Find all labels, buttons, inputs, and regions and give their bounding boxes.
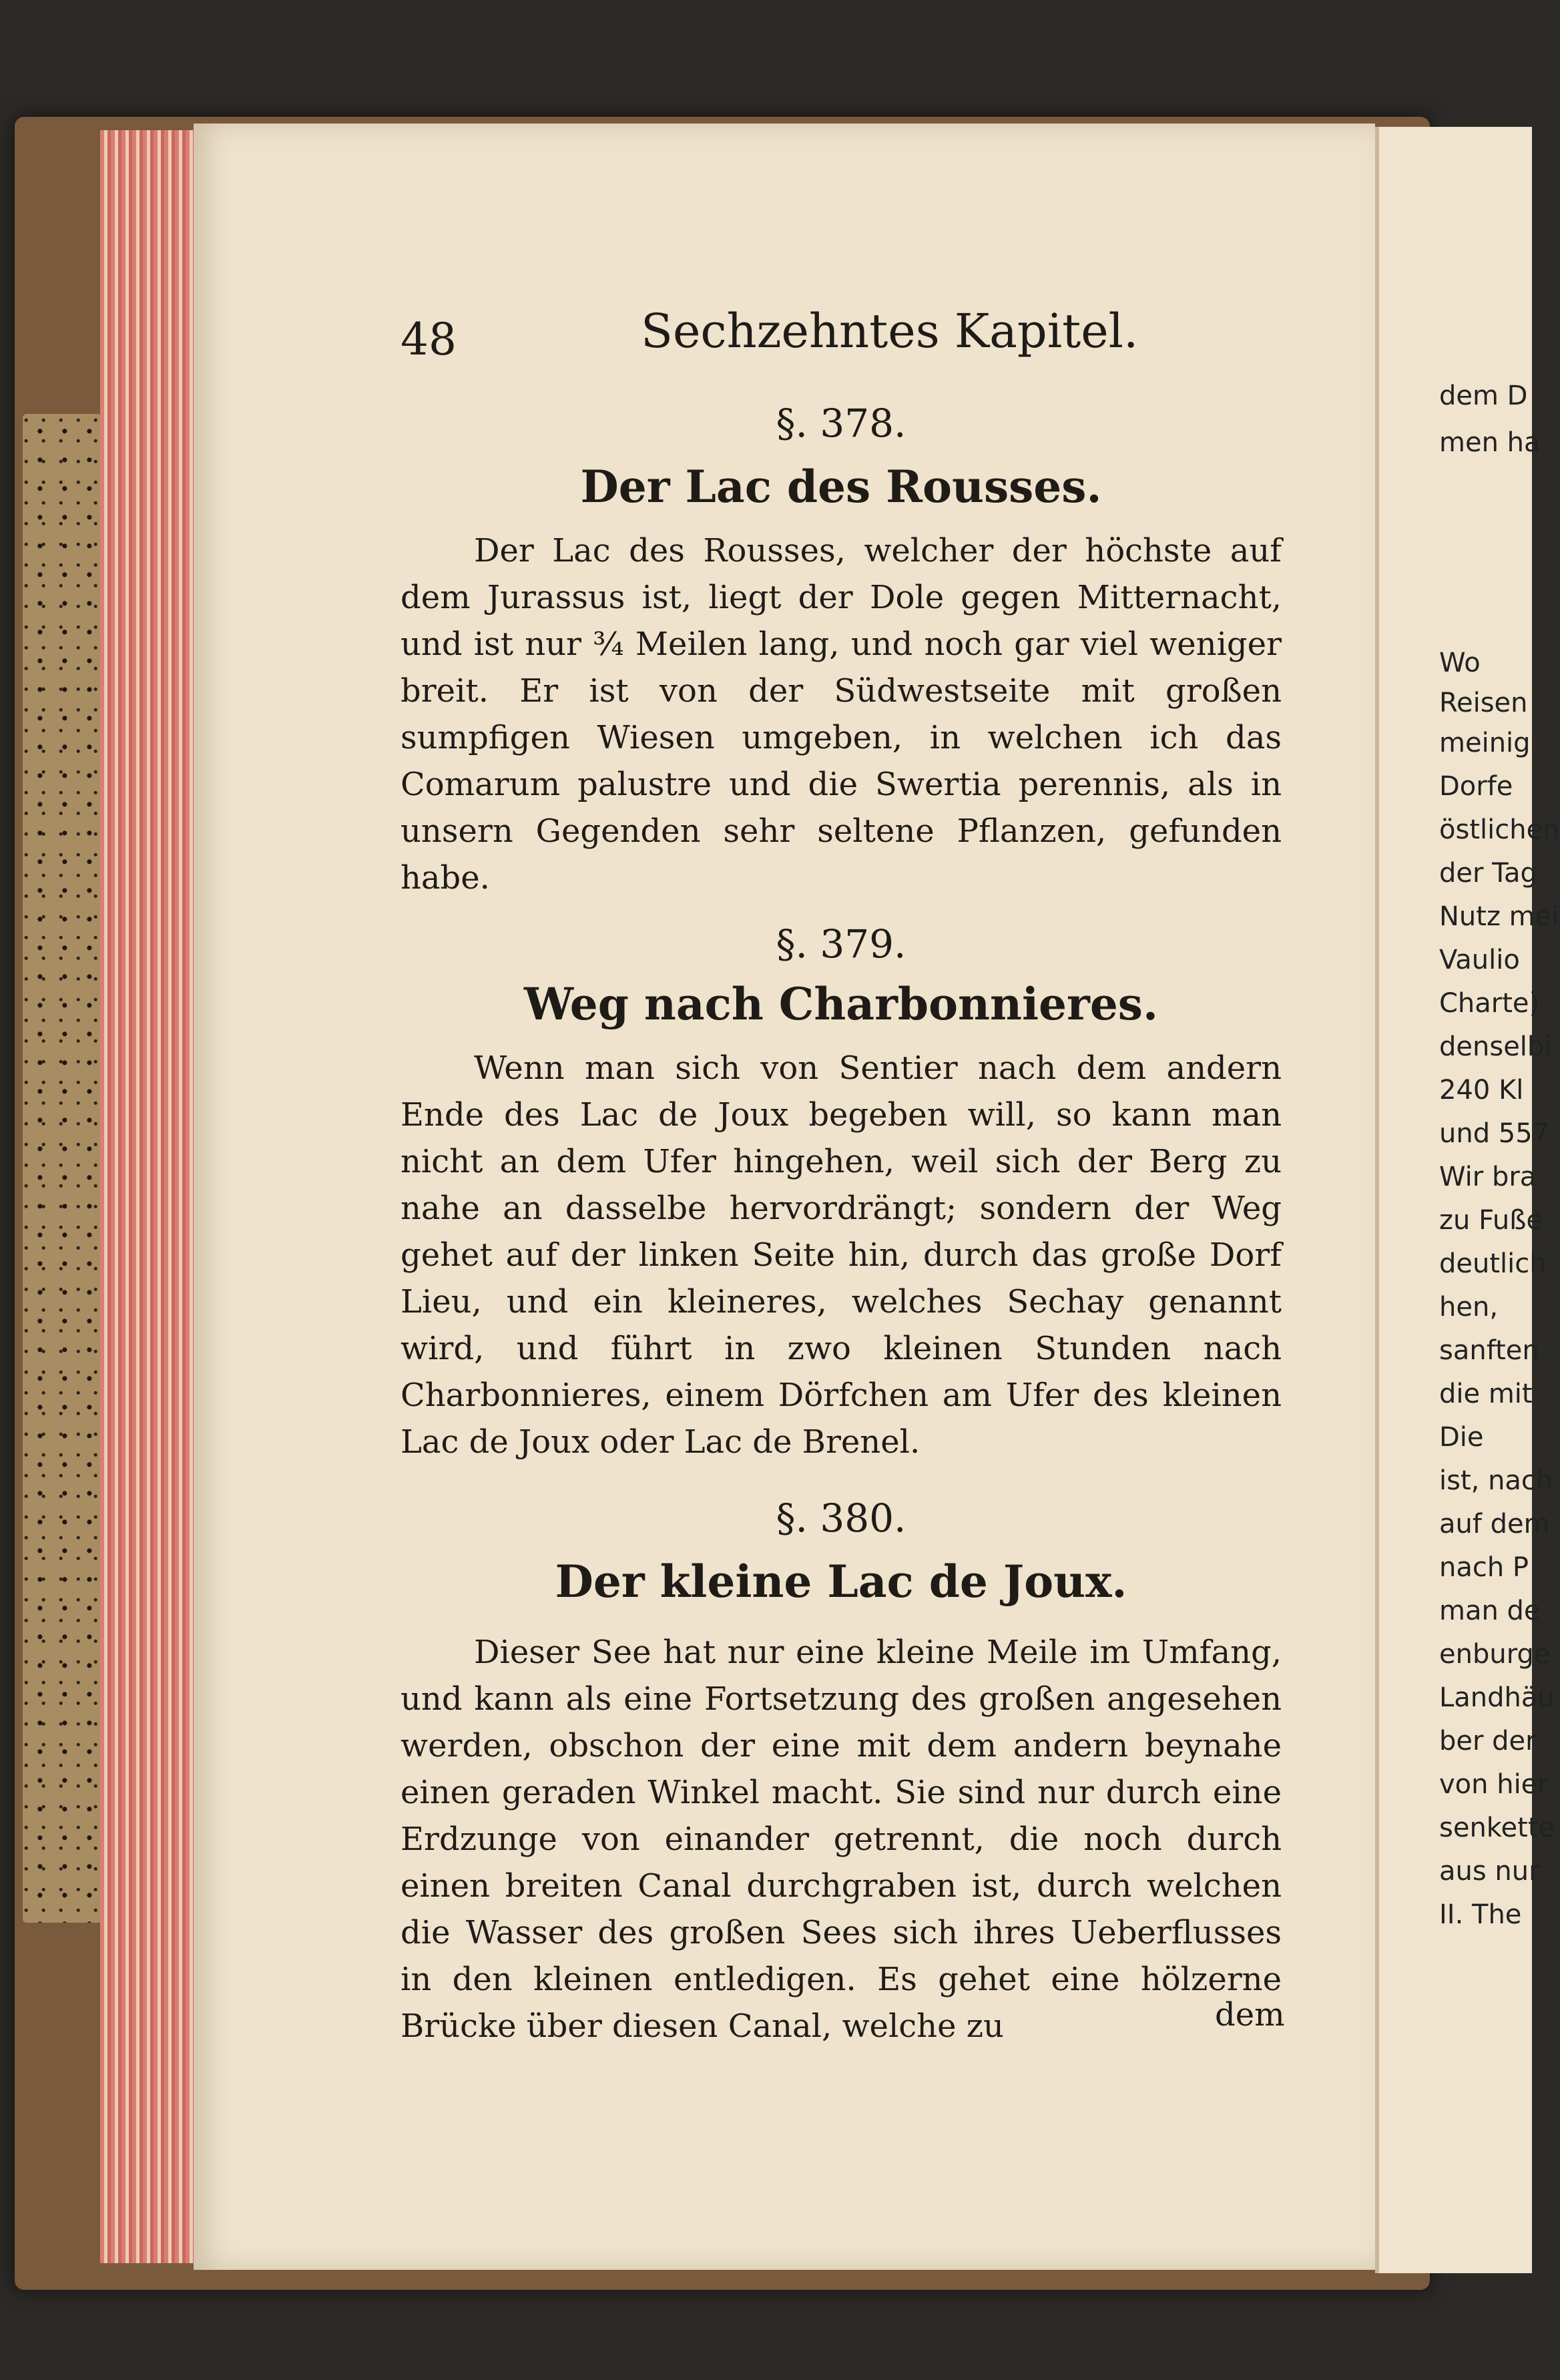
next-page-fragment: denselbi [1439, 1031, 1552, 1062]
next-page-fragment: ber der [1439, 1726, 1537, 1756]
section-text-380: Dieser See hat nur eine kleine Meile im Umfang, und kann als eine Fortsetzung des großen angesehen werden, obschon der eine mit dem andern beynahe einen geraden Winkel macht. Sie sind nur durch eine Erdzunge von einander getrennt, die noch durch einen breiten Canal durchgraben ist, durch welchen die Wasser des großen Sees sich ihres Ueberflusses in den kleinen entledigen. Es gehet eine hölzerne Brücke über diesen Canal, welche zu [401, 1634, 1282, 2045]
section-number-380: §. 380. [776, 1495, 906, 1541]
next-page-fragment: Wir bra [1439, 1162, 1537, 1192]
next-page-fragment: von hier [1439, 1769, 1549, 1800]
next-page-fragment: auf dem [1439, 1509, 1550, 1539]
next-page-fragment: deutlich [1439, 1248, 1547, 1279]
next-page-fragment: Dorfe [1439, 771, 1513, 802]
marbled-cover-edge [23, 414, 101, 1923]
next-page-fragment: dem D [1439, 381, 1528, 411]
catchword: dem [1215, 1996, 1285, 2034]
next-page-fragment: Landhäu [1439, 1682, 1555, 1713]
next-page-fragment: die mit [1439, 1379, 1533, 1409]
next-page-fragment: 240 Kl [1439, 1075, 1524, 1106]
next-page-fragment: hen, [1439, 1292, 1499, 1323]
red-page-edges [100, 130, 195, 2263]
section-title-380: Der kleine Lac de Joux. [555, 1556, 1127, 1608]
section-title-378: Der Lac des Rousses. [580, 461, 1102, 513]
next-page-fragment: zu Fuße [1439, 1205, 1543, 1236]
section-number-378: §. 378. [776, 401, 906, 446]
next-page-fragment: enburge [1439, 1639, 1551, 1670]
next-page-fragment: meinig [1439, 728, 1531, 758]
next-page-fragment: sanften [1439, 1335, 1539, 1366]
next-page-fragment: ist, nach [1439, 1465, 1553, 1496]
next-page-fragment: Nutz mei [1439, 901, 1559, 932]
next-page-fragment: man de [1439, 1596, 1541, 1626]
section-text-379: Wenn man sich von Sentier nach dem andern Ende des Lac de Joux begeben will, so kann man nicht an dem Ufer hingehen, weil sich der Berg zu nahe an dasselbe hervordrängt; sondern der Weg gehet auf der linken Seite hin, durch das große Dorf Lieu, und ein kleineres, welches Sechay genannt wird, und führt in zwo kleinen Stunden nach Charbonnieres, einem Dörfchen am Ufer des kleinen Lac de Joux oder Lac de Brenel. [401, 1049, 1282, 1461]
next-page-fragment: nach P [1439, 1552, 1529, 1583]
next-page-fragment: Charte) [1439, 988, 1540, 1019]
next-page-fragment: aus nur [1439, 1856, 1540, 1887]
running-head: Sechzehntes Kapitel. [641, 304, 1139, 359]
next-page-fragment: Die [1439, 1422, 1484, 1453]
next-page-fragment: Wo [1439, 648, 1481, 678]
next-page-fragment: der Tag [1439, 858, 1537, 889]
section-text-378: Der Lac des Rousses, welcher der höchste auf dem Jurassus ist, liegt der Dole gegen Mitternacht, und ist nur ¾ Meilen lang, und noch gar viel weniger breit. Er ist von der Südwestseite mit großen sumpfigen Wiesen umgeben, in welchen ich das Comarum palustre und die Swertia perennis, als in unsern Gegenden sehr seltene Pflanzen, gefunden habe. [401, 532, 1282, 897]
next-page-edge [1375, 127, 1560, 2273]
section-title-379: Weg nach Charbonnieres. [524, 978, 1158, 1030]
page-number: 48 [401, 314, 457, 365]
section-number-379: §. 379. [776, 921, 906, 967]
next-page-fragment: men ha [1439, 427, 1541, 458]
next-page-fragment: östlichen [1439, 814, 1560, 845]
next-page-fragment: Vaulio [1439, 945, 1520, 975]
next-page-fragment: und 557 [1439, 1118, 1550, 1149]
next-page-fragment: Reisen [1439, 688, 1528, 718]
next-page-fragment: II. The [1439, 1899, 1522, 1930]
next-page-fragment: senkette [1439, 1813, 1555, 1843]
